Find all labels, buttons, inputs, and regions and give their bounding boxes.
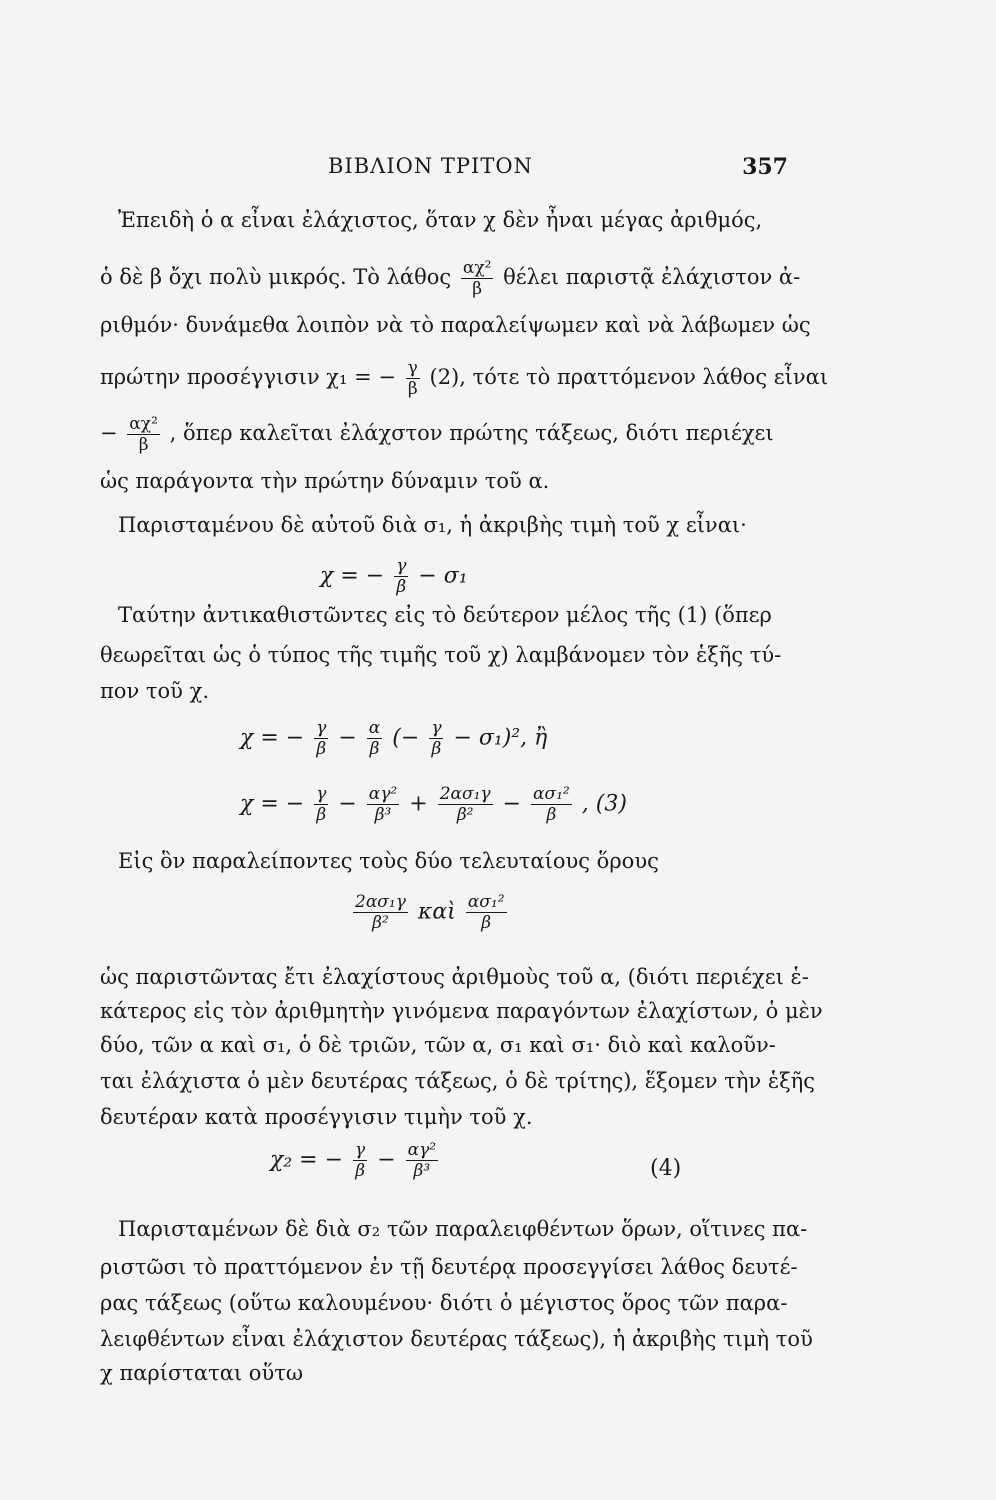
fraction	[353, 1140, 367, 1181]
denominator: β³	[374, 805, 392, 825]
text-run: (2), τότε τὸ πραττόμενον λάθος εἶναι	[429, 365, 829, 389]
text-line	[100, 358, 829, 399]
equation-3	[240, 784, 627, 825]
denominator: β	[316, 739, 327, 759]
numerator: γ	[316, 784, 327, 804]
numerator: αχ²	[129, 414, 158, 434]
text-line: λειφθέντων εἶναι ἐλάχιστον δευτέρας τάξεως), ἡ ἀκριβὴς τιμὴ τοῦ	[100, 1327, 813, 1351]
text-line: δύο, τῶν α καὶ σ₁, ὁ δὲ τριῶν, τῶν α, σ₁ καὶ σ₁· διὸ καὶ καλοῦν-	[100, 1033, 776, 1057]
numerator: γ	[407, 358, 418, 378]
text-line: ριθμόν· δυνάμεθα λοιπὸν νὰ τὸ παραλείψωμεν καὶ νὰ λάβωμεν ὡς	[100, 313, 811, 337]
numerator: γ	[316, 718, 327, 738]
fraction	[127, 414, 160, 455]
text-line: ὡς παράγοντα τὴν πρώτην δύναμιν τοῦ α.	[100, 469, 550, 493]
fraction	[461, 258, 494, 299]
eq-paren: (−	[392, 725, 420, 751]
numerator: γ	[355, 1140, 366, 1160]
denominator: β	[355, 1161, 366, 1181]
numerator: αγ²	[407, 1140, 437, 1160]
numerator: 2ασ₁γ	[439, 784, 491, 804]
text-line: ὡς παριστῶντας ἔτι ἐλαχίστους ἀριθμοὺς τοῦ α, (διότι περιέχει ἑ-	[100, 965, 809, 989]
text-line: θεωρεῖται ὡς ὁ τύπος τῆς τιμῆς τοῦ χ) λαμβάνομεν τὸν ἑξῆς τύ-	[100, 643, 782, 667]
denominator: β²	[456, 805, 474, 825]
minus-sign: −	[502, 791, 522, 817]
eq-lhs: χ = −	[320, 563, 385, 589]
numerator: γ	[396, 556, 407, 576]
fraction	[367, 784, 399, 825]
fraction	[466, 892, 507, 933]
text-line	[100, 258, 801, 299]
equation-substitution	[240, 718, 547, 759]
fraction	[367, 718, 382, 759]
text-line: Εἰς ὃν παραλείποντες τοὺς δύο τελευταίους ὅρους	[118, 849, 659, 873]
minus-sign: −	[377, 1147, 396, 1173]
kai-word: καὶ	[417, 899, 456, 925]
text-line	[100, 414, 776, 455]
text-line: Παρισταμένου δὲ αὐτοῦ διὰ σ₁, ἡ ἀκριβὴς τιμὴ τοῦ χ εἶναι·	[118, 513, 747, 537]
text-line: πον τοῦ χ.	[100, 679, 209, 703]
text-run: , ὅπερ καλεῖται ἐλάχστον πρώτης τάξεως, διότι περιέχει	[169, 421, 774, 445]
denominator: β³	[413, 1161, 431, 1181]
denominator: β	[481, 913, 492, 933]
numerator: αχ²	[462, 258, 492, 278]
eq-lhs: χ₂ = −	[270, 1147, 344, 1173]
text-run: πρώτην προσέγγισιν χ₁ = −	[100, 365, 396, 389]
eq-tail: − σ₁)², ἢ	[453, 725, 548, 751]
denominator: β	[407, 379, 418, 399]
text-line: κάτερος εἰς τὸν ἀριθμητὴν γινόμενα παραγόντων ἐλαχίστων, ὁ μὲν	[100, 999, 823, 1023]
denominator: β	[396, 577, 407, 597]
omitted-terms	[350, 892, 510, 933]
denominator: β	[546, 805, 557, 825]
numerator: αγ²	[368, 784, 398, 804]
equation-4	[270, 1140, 690, 1181]
text-line: Παρισταμένων δὲ διὰ σ₂ τῶν παραλειφθέντων ὅρων, οἵτινες πα-	[118, 1217, 808, 1241]
equation-number: (4)	[650, 1156, 682, 1181]
denominator: β	[472, 279, 483, 299]
eq-tail: − σ₁	[418, 563, 468, 589]
denominator: β	[316, 805, 327, 825]
text-line: δευτέραν κατὰ προσέγγισιν τιμὴν τοῦ χ.	[100, 1105, 533, 1129]
text-line: Ταύτην ἀντικαθιστῶντες εἰς τὸ δεύτερον μέλος τῆς (1) (ὅπερ	[118, 603, 772, 627]
text-line: ρας τάξεως (οὕτω καλουμένου· διότι ὁ μέγιστος ὅρος τῶν παρα-	[100, 1291, 788, 1315]
text-line: ται ἐλάχιστα ὁ μὲν δευτέρας τάξεως, ὁ δὲ τρίτης), ἕξομεν τὴν ἑξῆς	[100, 1069, 816, 1093]
page-number: 357	[742, 154, 788, 180]
numerator: ασ₁²	[467, 892, 505, 912]
text-run: ὁ δὲ β ὄχι πολὺ μικρός. Τὸ λάθος	[100, 265, 452, 289]
numerator: α	[368, 718, 381, 738]
text-line: ριστῶσι τὸ πραττόμενον ἐν τῇ δευτέρᾳ προσεγγίσει λάθος δευτέ-	[100, 1255, 798, 1279]
eq-lhs: χ = −	[240, 725, 305, 751]
equation-number: , (3)	[581, 791, 627, 817]
fraction	[314, 784, 328, 825]
fraction	[314, 718, 328, 759]
fraction	[406, 358, 420, 399]
denominator: β	[138, 435, 149, 455]
fraction	[353, 892, 408, 933]
header-title: ΒΙΒΛΙΟΝ ΤΡΙΤΟΝ	[328, 154, 533, 178]
numerator: 2ασ₁γ	[355, 892, 406, 912]
text-run: θέλει παριστᾷ ἐλάχιστον ἀ-	[503, 265, 801, 289]
numerator: γ	[431, 718, 442, 738]
fraction	[438, 784, 493, 825]
fraction	[406, 1140, 438, 1181]
minus-sign: −	[100, 421, 118, 445]
equation-sigma	[320, 556, 468, 597]
text-line: Ἐπειδὴ ὁ α εἶναι ἐλάχιστος, ὅταν χ δὲν ἦναι μέγας ἀριθμός,	[118, 208, 763, 232]
minus-sign: −	[338, 791, 357, 817]
fraction	[394, 556, 408, 597]
text-line: χ παρίσταται οὕτω	[100, 1361, 303, 1385]
fraction	[429, 718, 443, 759]
denominator: β	[431, 739, 442, 759]
minus-sign: −	[338, 725, 357, 751]
numerator: ασ₁²	[533, 784, 570, 804]
running-header	[328, 154, 788, 188]
eq-lhs: χ = −	[240, 791, 305, 817]
fraction	[531, 784, 572, 825]
denominator: β	[369, 739, 380, 759]
plus-sign: +	[409, 791, 428, 817]
denominator: β²	[372, 913, 389, 933]
